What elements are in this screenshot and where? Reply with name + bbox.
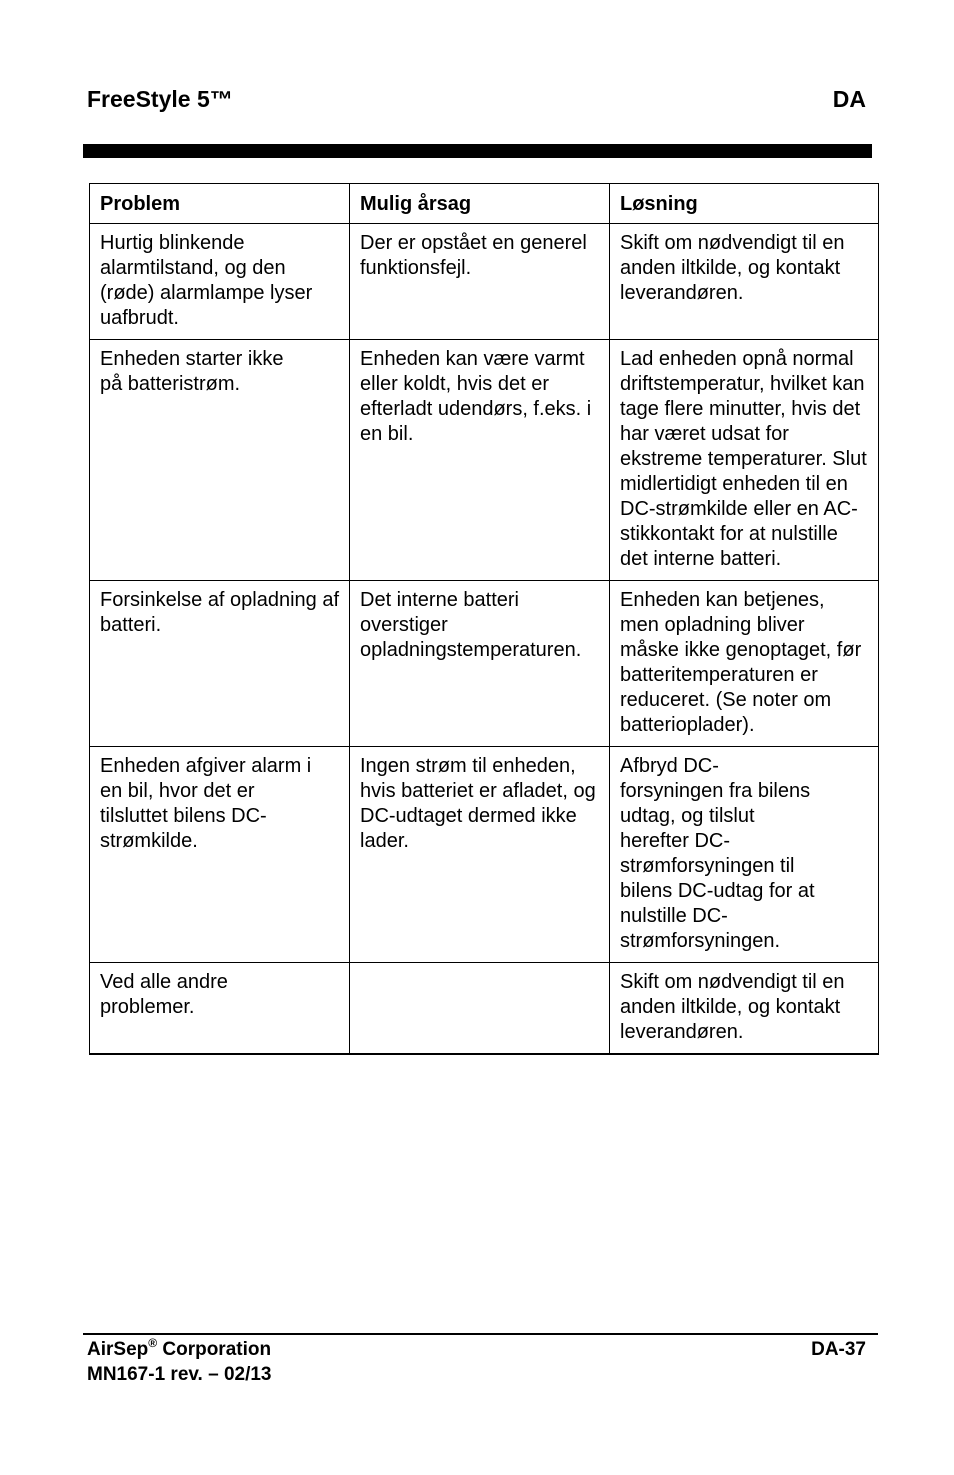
problem-text: Hurtig blinkende alarmtilstand, og den (røde) alarmlampe lyser uafbrudt. <box>100 232 313 329</box>
table-row <box>90 581 879 747</box>
company-name <box>87 1337 272 1362</box>
solution-cell <box>610 340 879 581</box>
language-code: DA <box>832 86 866 112</box>
page-number: DA-37 <box>811 1339 866 1360</box>
problem-cell <box>90 340 350 581</box>
problem-text: Enheden afgiver alarm i en bil, hvor det er tilsluttet bilens DC-strømkilde. <box>100 755 312 852</box>
solution-cell <box>610 963 879 1055</box>
solution-text: Skift om nødvendigt til en anden iltkilde, og kontakt leverandøren. <box>620 232 845 304</box>
troubleshooting-table <box>89 183 879 1055</box>
document-number: MN167-1 rev. – 02/13 <box>87 1364 272 1385</box>
footer-left <box>87 1337 272 1387</box>
problem-cell <box>90 747 350 963</box>
solution-cell <box>610 747 879 963</box>
problem-text: Enheden starter ikke på batteristrøm. <box>100 348 284 395</box>
header-divider <box>83 144 872 158</box>
cause-text: Der er opstået en generel funktionsfejl. <box>360 232 587 279</box>
solution-cell <box>610 581 879 747</box>
cause-text: Enheden kan være varmt eller koldt, hvis det er efterladt udendørs, f.eks. i en bil. <box>360 348 592 445</box>
cause-cell <box>350 581 610 747</box>
problem-cell <box>90 963 350 1055</box>
table-row <box>90 963 879 1055</box>
cause-cell <box>350 963 610 1055</box>
column-header-problem: Problem <box>90 184 350 224</box>
cause-text: Det interne batteri overstiger opladningstemperaturen. <box>360 589 582 661</box>
table-row <box>90 340 879 581</box>
cause-cell <box>350 747 610 963</box>
company-brand: AirSep <box>87 1339 149 1360</box>
solution-cell <box>610 224 879 340</box>
solution-text: Enheden kan betjenes, men opladning bliver måske ikke genoptaget, før batteritemperaturen er reduceret. (Se noter om batterioplader). <box>620 589 862 736</box>
solution-text: Afbryd DC-forsyningen fra bilens udtag, og tilslut herefter DC-strømforsyningen til bilens DC-udtag for at nulstille DC-strømforsyningen. <box>620 755 815 952</box>
problem-text: Ved alle andre problemer. <box>100 971 228 1018</box>
footer-divider <box>83 1333 878 1335</box>
company-suffix: Corporation <box>157 1339 272 1360</box>
cause-text: Ingen strøm til enheden, hvis batteriet er afladet, og DC-udtaget dermed ikke lader. <box>360 755 596 852</box>
column-header-solution: Løsning <box>610 184 879 224</box>
cause-cell <box>350 340 610 581</box>
problem-cell <box>90 581 350 747</box>
table-row <box>90 224 879 340</box>
document-title: FreeStyle 5™ <box>87 86 233 112</box>
registered-trademark: ® <box>148 1336 158 1350</box>
cause-cell <box>350 224 610 340</box>
problem-text: Forsinkelse af opladning af batteri. <box>100 589 340 636</box>
column-header-cause: Mulig årsag <box>350 184 610 224</box>
table-header-row <box>90 184 879 224</box>
solution-text: Lad enheden opnå normal driftstemperatur, hvilket kan tage flere minutter, hvis det har været udsat for ekstreme temperaturer. Slut midlertidigt enheden til en DC-strømkilde eller en AC-stikkontakt for at nulstille det interne batteri. <box>620 348 867 570</box>
table-row <box>90 747 879 963</box>
solution-text: Skift om nødvendigt til en anden iltkilde, og kontakt leverandøren. <box>620 971 845 1043</box>
problem-cell <box>90 224 350 340</box>
